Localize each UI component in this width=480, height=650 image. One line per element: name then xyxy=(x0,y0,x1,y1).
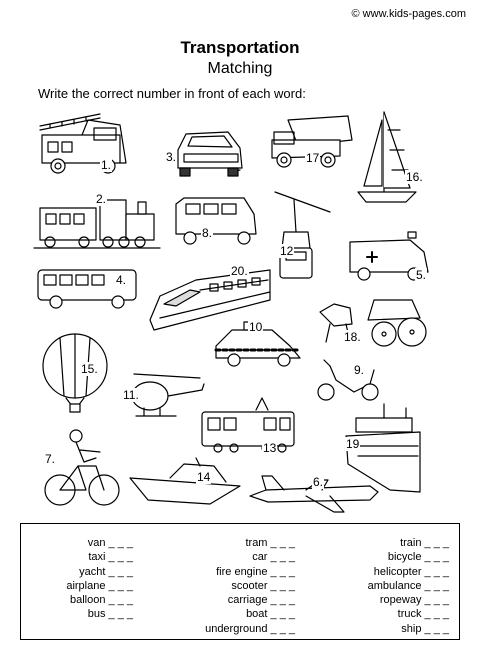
word-item: ropeway _ _ _ xyxy=(379,594,449,607)
picture-number-tram: 13 xyxy=(263,441,277,455)
word-column-3 xyxy=(368,536,449,636)
picture-number-taxi: 10 xyxy=(249,320,263,334)
yacht-picture xyxy=(358,112,416,202)
picture-number-balloon: 15. xyxy=(81,362,98,376)
picture-number-yacht: 16. xyxy=(406,170,423,184)
word-column-1 xyxy=(66,536,133,622)
ropeway-picture xyxy=(275,192,330,278)
word-item: truck _ _ _ xyxy=(397,608,449,621)
helicopter-picture xyxy=(132,374,204,416)
picture-number-van: 8. xyxy=(202,226,213,240)
word-item: carriage _ _ _ xyxy=(227,594,295,607)
boat-picture xyxy=(130,458,240,504)
picture-number-ship: 19 xyxy=(346,437,360,451)
word-column-2 xyxy=(205,536,295,636)
picture-number-scooter: 9. xyxy=(354,363,365,377)
picture-number-car: 3. xyxy=(166,150,177,164)
van-picture xyxy=(176,198,256,244)
instructions: Write the correct number in front of each word: xyxy=(38,86,306,101)
picture-number-train: 2. xyxy=(96,192,107,206)
word-item: van _ _ _ xyxy=(87,537,133,549)
word-item: yacht _ _ _ xyxy=(79,565,133,578)
picture-number-helicopter: 11. xyxy=(123,388,139,402)
train-picture xyxy=(34,200,160,248)
word-item: fire engine _ _ _ xyxy=(216,565,295,578)
picture-number-bicycle: 7. xyxy=(45,452,56,466)
carriage-picture xyxy=(320,300,426,346)
fire-engine-picture xyxy=(40,114,126,173)
picture-number-airplane: 6. xyxy=(313,475,324,489)
tram-picture xyxy=(202,398,294,452)
word-item: balloon _ _ _ xyxy=(70,594,133,607)
picture-number-fire-engine: 1. xyxy=(101,158,112,172)
car-picture xyxy=(178,132,242,176)
word-item: bus _ _ _ xyxy=(87,608,133,621)
copyright-text: © www.kids-pages.com xyxy=(351,8,466,20)
word-item: ship _ _ _ xyxy=(401,622,449,635)
picture-number-truck: 17 xyxy=(306,151,320,165)
picture-number-underground: 20. xyxy=(231,264,248,278)
word-item: ambulance _ _ _ xyxy=(367,579,449,592)
picture-number-bus: 4. xyxy=(116,273,127,287)
bicycle-picture xyxy=(45,430,119,505)
word-item: underground _ _ _ xyxy=(205,622,295,635)
page-subtitle: Matching xyxy=(207,60,273,77)
word-item: boat _ _ _ xyxy=(246,608,295,621)
word-item: train _ _ _ xyxy=(400,537,449,549)
word-item: car _ _ _ xyxy=(252,551,295,564)
page-title: Transportation xyxy=(180,38,300,57)
word-item: taxi _ _ _ xyxy=(88,551,133,564)
picture-number-carriage: 18. xyxy=(344,330,361,344)
picture-number-ropeway: 12 xyxy=(280,244,294,258)
word-item: bicycle _ _ _ xyxy=(387,551,449,564)
scooter-picture xyxy=(318,360,378,400)
word-item: tram _ _ _ xyxy=(245,537,295,549)
picture-number-boat: 14 xyxy=(197,470,211,484)
word-list-box xyxy=(20,523,460,640)
word-item: airplane _ _ _ xyxy=(66,579,133,592)
word-item: helicopter _ _ _ xyxy=(373,565,449,578)
picture-number-ambulance: 5. xyxy=(416,268,427,282)
word-item: scooter _ _ _ xyxy=(231,579,295,592)
